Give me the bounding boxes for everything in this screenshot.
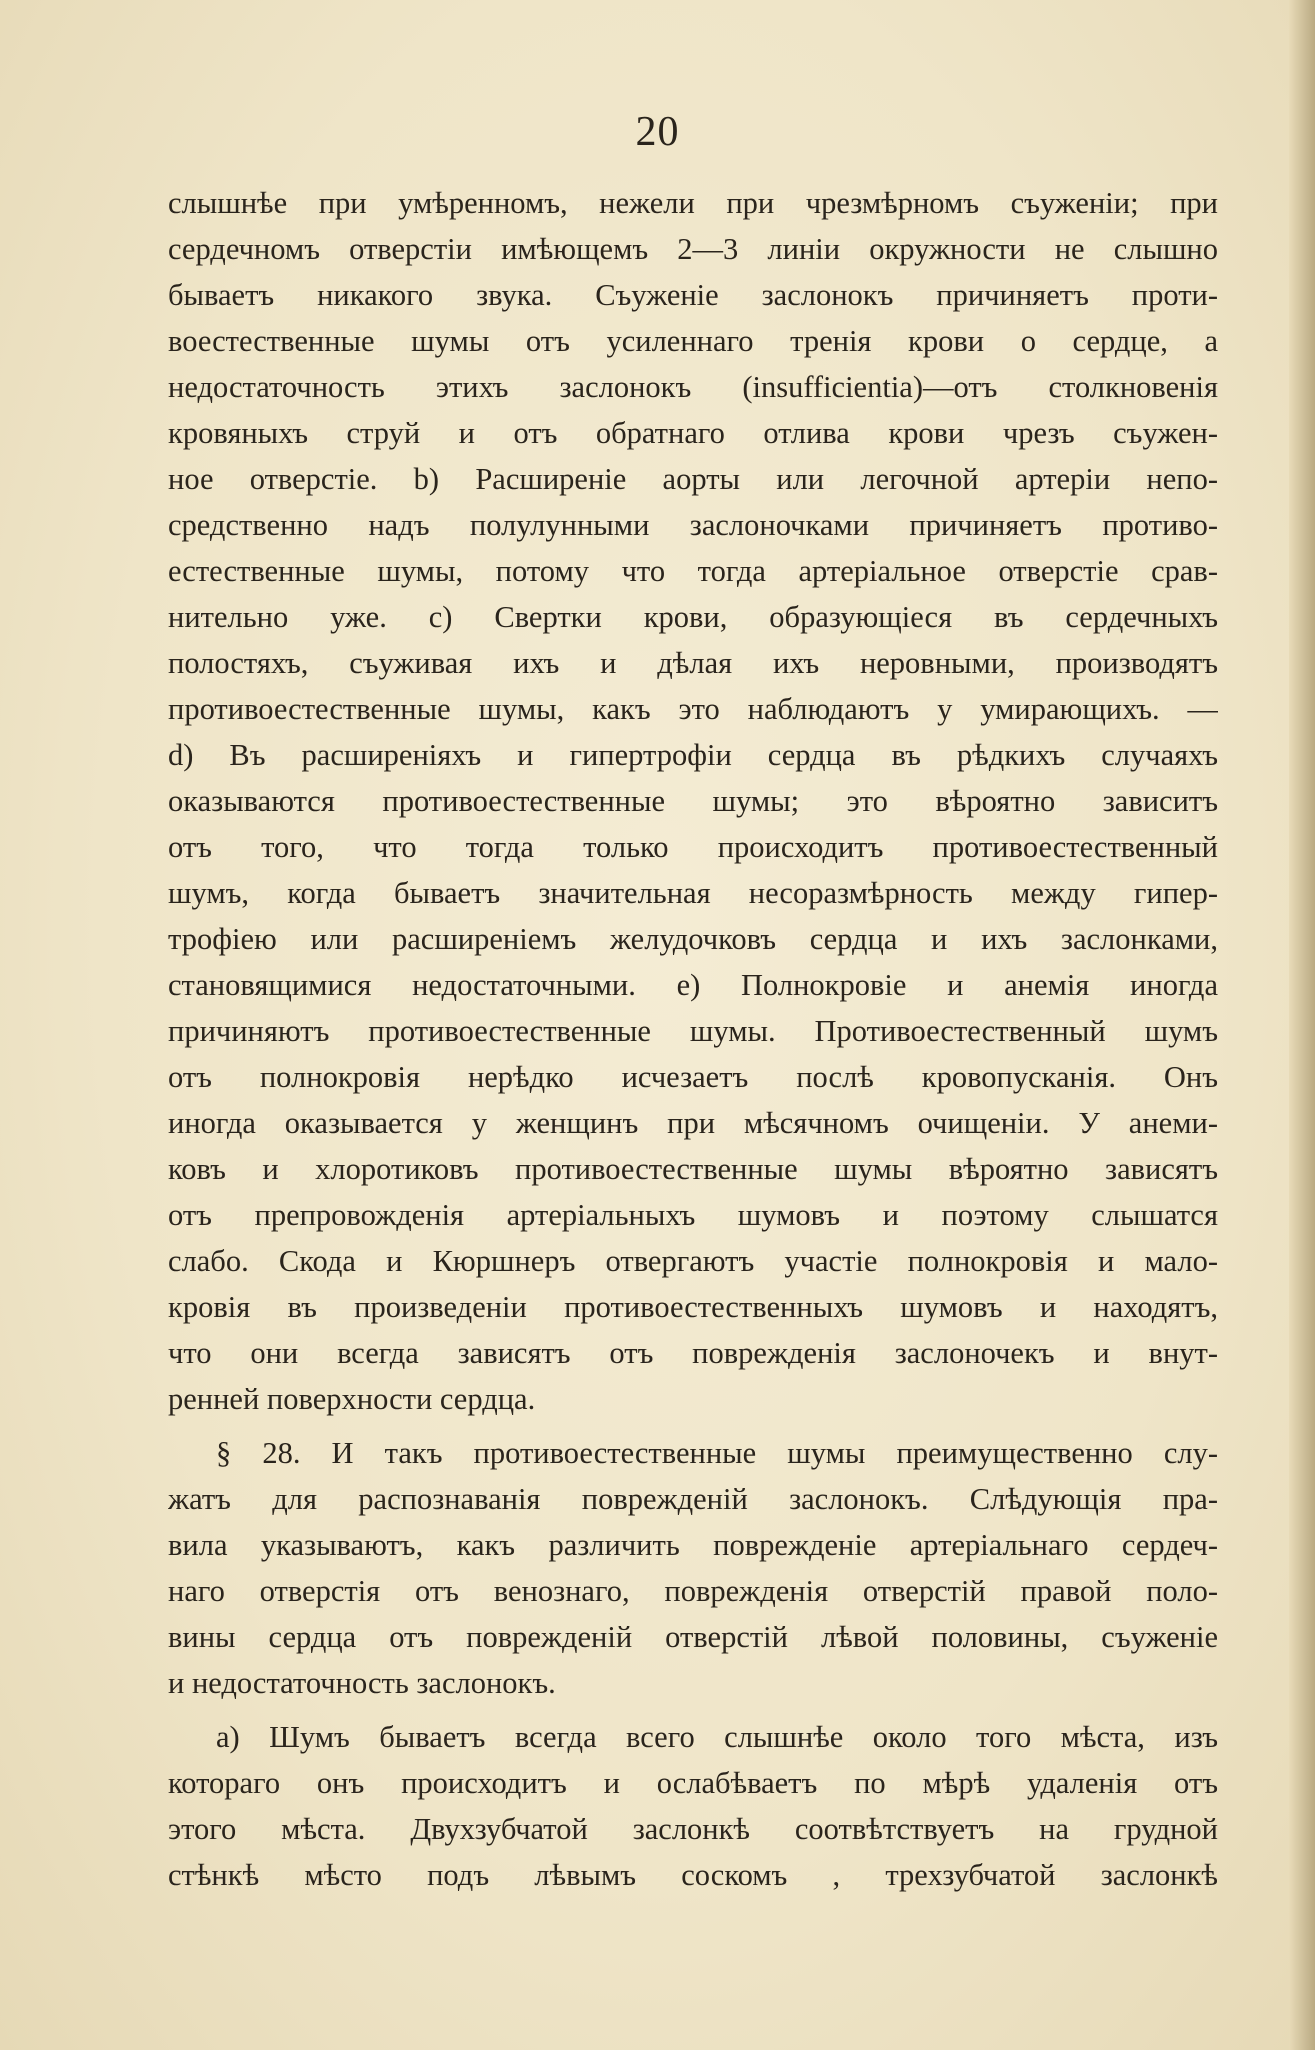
- text-line: полостяхъ, съуживая ихъ и дѣлая ихъ неровными, производятъ: [168, 646, 1218, 680]
- text-line: жатъ для распознаванія поврежденій заслонокъ. Слѣдующія пра-: [168, 1482, 1218, 1516]
- text-line: противоестественные шумы, какъ это наблюдаютъ у умирающихъ. —: [168, 692, 1218, 726]
- text-line: что они всегда зависятъ отъ поврежденія заслоночекъ и внут-: [168, 1336, 1218, 1370]
- text-line: ренней поверхности сердца.: [168, 1382, 536, 1416]
- paragraph-gap: [168, 1706, 1218, 1714]
- text-line: оказываются противоестественные шумы; это вѣроятно зависитъ: [168, 784, 1218, 818]
- text-line: кровія въ произведеніи противоестественныхъ шумовъ и находятъ,: [168, 1290, 1218, 1324]
- text-line: причиняютъ противоестественные шумы. Противоестественный шумъ: [168, 1014, 1218, 1048]
- text-line: наго отверстія отъ венознаго, поврежденія отверстій правой поло-: [168, 1574, 1218, 1608]
- text-line: воестественные шумы отъ усиленнаго тренія крови о сердце, а: [168, 324, 1218, 358]
- paragraph-gap: [168, 1422, 1218, 1430]
- text-line: иногда оказывается у женщинъ при мѣсячномъ очищеніи. У анеми-: [168, 1106, 1218, 1140]
- text-line: естественные шумы, потому что тогда артеріальное отверстіе срав-: [168, 554, 1218, 588]
- text-line: вила указываютъ, какъ различить поврежденіе артеріальнаго сердеч-: [168, 1528, 1218, 1562]
- text-line: a) Шумъ бываетъ всегда всего слышнѣе около того мѣста, изъ: [216, 1720, 1218, 1754]
- body-text: [168, 180, 1218, 1898]
- text-line: бываетъ никакого звука. Съуженіе заслонокъ причиняетъ проти-: [168, 278, 1218, 312]
- text-line: нительно уже. c) Свертки крови, образующіеся въ сердечныхъ: [168, 600, 1218, 634]
- text-line: ное отверстіе. b) Расширеніе аорты или легочной артеріи непо-: [168, 462, 1218, 496]
- text-line: и недостаточность заслонокъ.: [168, 1666, 556, 1700]
- text-line: кровяныхъ струй и отъ обратнаго отлива крови чрезъ съужен-: [168, 416, 1218, 450]
- text-line: недостаточность этихъ заслонокъ (insufficientia)—отъ столкновенія: [168, 370, 1218, 404]
- page-edge-shadow: [1289, 0, 1315, 2050]
- text-line: сердечномъ отверстіи имѣющемъ 2—3 линіи окружности не слышно: [168, 232, 1218, 266]
- text-line: отъ полнокровія нерѣдко исчезаетъ послѣ кровопусканія. Онъ: [168, 1060, 1218, 1094]
- text-line: слабо. Скода и Кюршнеръ отвергаютъ участіе полнокровія и мало-: [168, 1244, 1218, 1278]
- text-line: трофіею или расширеніемъ желудочковъ сердца и ихъ заслонками,: [168, 922, 1218, 956]
- text-line: d) Въ расширеніяхъ и гипертрофіи сердца въ рѣдкихъ случаяхъ: [168, 738, 1218, 772]
- text-line: средственно надъ полулунными заслоночками причиняетъ противо-: [168, 508, 1218, 542]
- text-line: вины сердца отъ поврежденій отверстій лѣвой половины, съуженіе: [168, 1620, 1218, 1654]
- text-line: котораго онъ происходитъ и ослабѣваетъ по мѣрѣ удаленія отъ: [168, 1766, 1218, 1800]
- text-line: ковъ и хлоротиковъ противоестественные шумы вѣроятно зависятъ: [168, 1152, 1218, 1186]
- text-line: стѣнкѣ мѣсто подъ лѣвымъ соскомъ , трехзубчатой заслонкѣ: [168, 1858, 1218, 1892]
- text-line: отъ того, что тогда только происходитъ противоестественный: [168, 830, 1218, 864]
- text-line: становящимися недостаточными. e) Полнокровіе и анемія иногда: [168, 968, 1218, 1002]
- text-line: слышнѣе при умѣренномъ, нежели при чрезмѣрномъ съуженіи; при: [168, 186, 1218, 220]
- text-line: шумъ, когда бываетъ значительная несоразмѣрность между гипер-: [168, 876, 1218, 910]
- page-number: 20: [635, 109, 680, 155]
- text-line: § 28. И такъ противоестественные шумы преимущественно слу-: [216, 1436, 1218, 1470]
- text-line: отъ препровожденія артеріальныхъ шумовъ и поэтому слышатся: [168, 1198, 1218, 1232]
- text-line: этого мѣста. Двухзубчатой заслонкѣ соотвѣтствуетъ на грудной: [168, 1812, 1218, 1846]
